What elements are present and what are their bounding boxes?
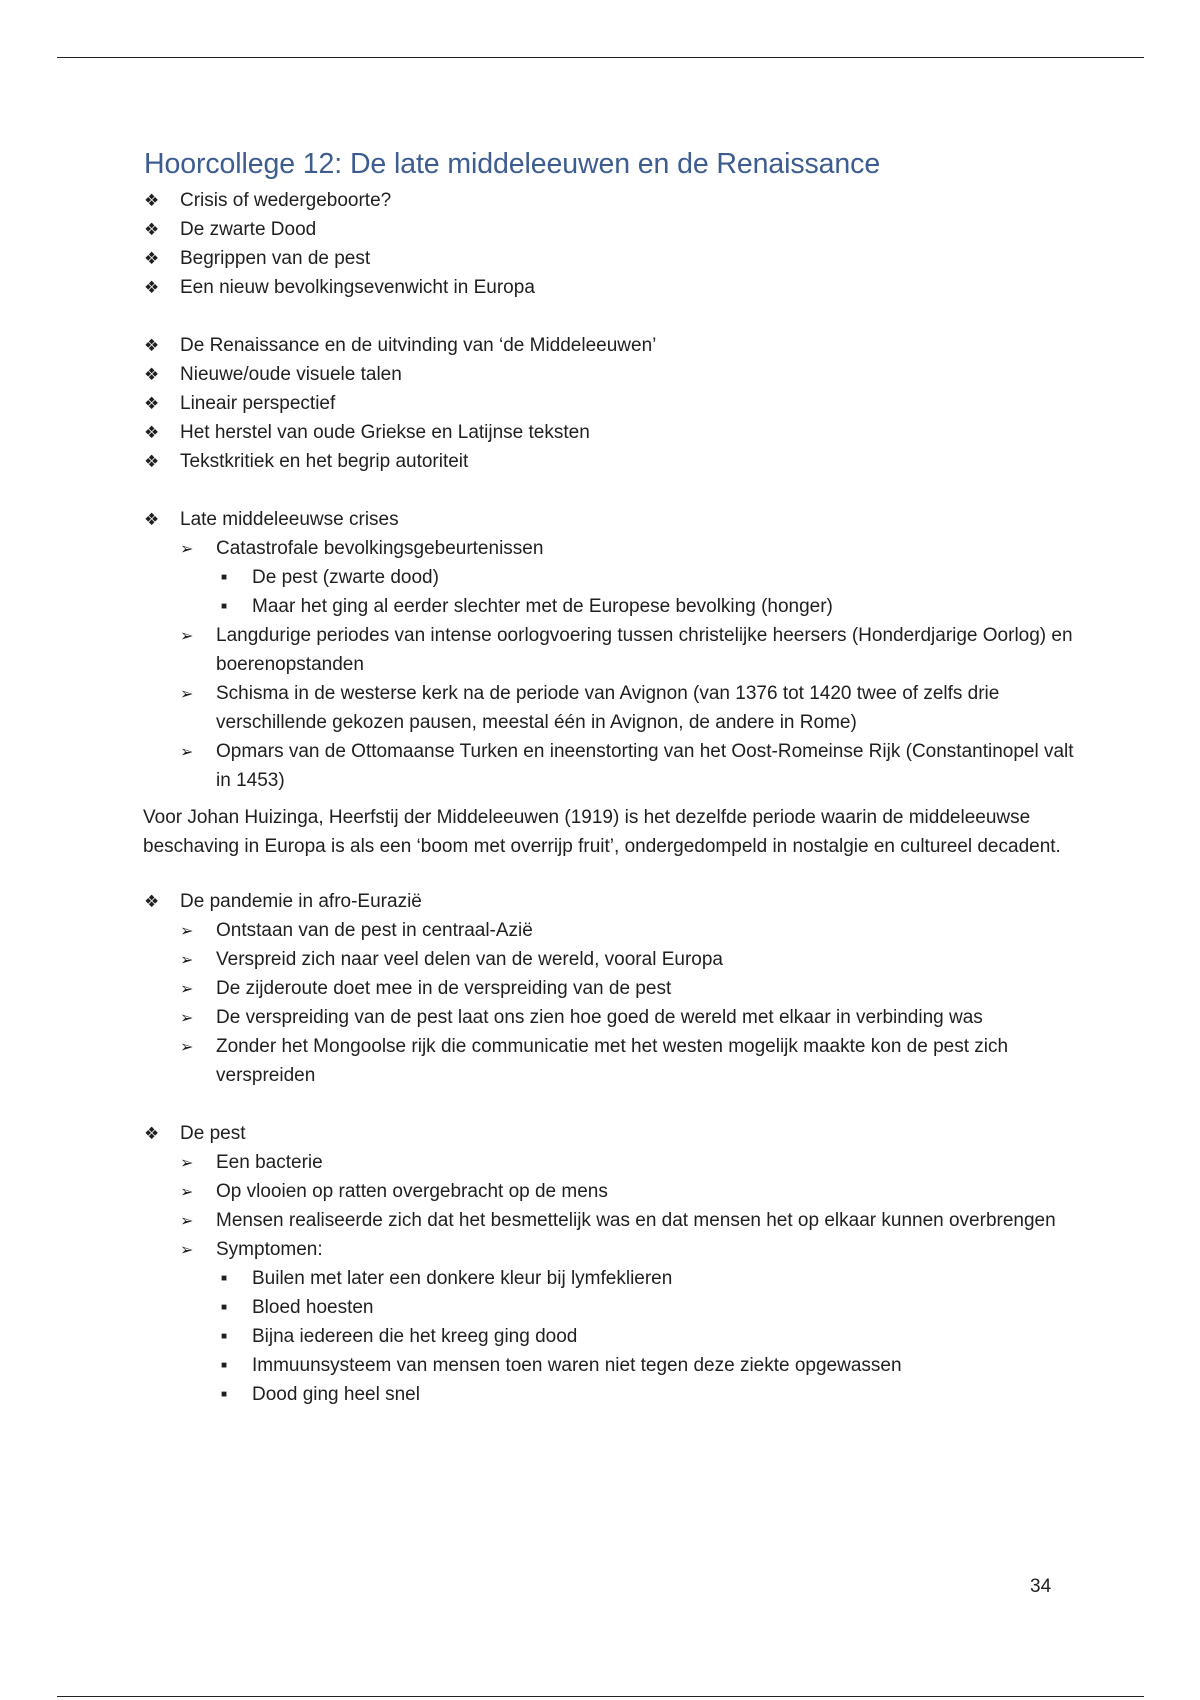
arrow-bullet-icon: ➢ — [180, 744, 194, 761]
arrow-bullet-icon: ➢ — [180, 1184, 194, 1201]
list-item: ❖ Crisis of wedergeboorte? — [144, 186, 1074, 215]
arrow-bullet-icon: ➢ — [180, 686, 194, 703]
list-item: ➢ Opmars van de Ottomaanse Turken en ineenstorting van het Oost-Romeinse Rijk (Constantinopel valt in 1453) — [180, 737, 1074, 795]
arrow-bullet-icon: ➢ — [180, 952, 194, 969]
list-item: ❖ Nieuwe/oude visuele talen — [144, 360, 1074, 389]
list-item: ■ Dood ging heel snel — [216, 1380, 1074, 1409]
arrow-bullet-icon: ➢ — [180, 1242, 194, 1259]
section-heading-item: ❖ De pandemie in afro-Eurazië ➢ Ontstaan van de pest in centraal-Azië ➢ Verspreid zich naar veel delen van de wereld, vooral Europa ➢ De zijderoute doet mee in de verspreiding van de pest ➢ De verspreiding van de pest laat ons zien hoe goed de wereld met elkaar in verbinding was ➢ Zonder het Mongoolse rijk die communicatie met het westen mogelijk maakte kon de pest zich verspreiden — [144, 887, 1074, 1090]
list-item: ➢ Zonder het Mongoolse rijk die communicatie met het westen mogelijk maakte kon de pest zich verspreiden — [180, 1032, 1074, 1090]
list-item: ■ Maar het ging al eerder slechter met de Europese bevolking (honger) — [216, 592, 1074, 621]
list-item: ➢ Een bacterie — [180, 1148, 1074, 1177]
diamond-bullet-icon: ❖ — [144, 423, 160, 442]
diamond-bullet-icon: ❖ — [144, 249, 160, 268]
list-item: ❖ De Renaissance en de uitvinding van ‘de Middeleeuwen’ — [144, 331, 1074, 360]
section-heading-item: ❖ Late middeleeuwse crises ➢ Catastrofale bevolkingsgebeurtenissen ■ De pest (zwarte dood) ■ Maar het ging al eerder slechter met de Europese bevolking (honger) ➢ Langdurige periodes van intense oorlogvoering tussen christelijke heersers (Honderdjarige Oorlog) en boerenopstanden ➢ Schisma in de westerse kerk na de periode van Avignon (van 1376 tot 1420 twee of zelfs drie verschillende gekozen pausen, meestal één in Avignon, de andere in Rome) ➢ Opmars van de Ottomaanse Turken en ineenstorting van het Oost-Romeinse Rijk (Constantinopel valt in 1453) — [144, 505, 1074, 795]
square-bullet-icon: ■ — [221, 1389, 228, 1400]
overview-list-2 — [144, 331, 1074, 476]
list-item: ➢ Ontstaan van de pest in centraal-Azië — [180, 916, 1074, 945]
list-item: ➢ Op vlooien op ratten overgebracht op de mens — [180, 1177, 1074, 1206]
list-item: ■ Immuunsysteem van mensen toen waren niet tegen deze ziekte opgewassen — [216, 1351, 1074, 1380]
square-bullet-icon: ■ — [221, 1360, 228, 1371]
list-item: ❖ De zwarte Dood — [144, 215, 1074, 244]
list-item: ❖ Het herstel van oude Griekse en Latijnse teksten — [144, 418, 1074, 447]
pest-list — [180, 1148, 1074, 1409]
arrow-bullet-icon: ➢ — [180, 1155, 194, 1172]
list-item: ■ Builen met later een donkere kleur bij lymfeklieren — [216, 1264, 1074, 1293]
pandemie-section — [144, 887, 1074, 1090]
diamond-bullet-icon: ❖ — [144, 220, 160, 239]
document-body — [144, 146, 1074, 1409]
crises-section — [144, 505, 1074, 795]
square-bullet-icon: ■ — [221, 601, 228, 612]
list-item: ❖ Begrippen van de pest — [144, 244, 1074, 273]
section-heading-item: ❖ De pest ➢ Een bacterie ➢ Op vlooien op ratten overgebracht op de mens ➢ Mensen realiseerde zich dat het besmettelijk was en dat mensen het op elkaar kunnen overbrengen ➢ Symptomen: ■ Builen met later een donkere kleur bij lymfeklieren ■ Bloed hoesten ■ Bijna iedereen die het kreeg ging dood ■ Immuunsysteem van mensen toen waren niet tegen deze ziekte opgewassen ■ Dood ging heel snel — [144, 1119, 1074, 1409]
diamond-bullet-icon: ❖ — [144, 892, 160, 911]
huizinga-paragraph: Voor Johan Huizinga, Heerfstij der Middeleeuwen (1919) is het dezelfde periode waarin de middeleeuwse beschaving in Europa is als een ‘boom met overrijp fruit’, ondergedompeld in nostalgie en cultureel decadent. — [143, 807, 1061, 857]
list-item: ➢ Mensen realiseerde zich dat het besmettelijk was en dat mensen het op elkaar kunnen overbrengen — [180, 1206, 1074, 1235]
arrow-bullet-icon: ➢ — [180, 981, 194, 998]
list-item: ➢ Schisma in de westerse kerk na de periode van Avignon (van 1376 tot 1420 twee of zelfs drie verschillende gekozen pausen, meestal één in Avignon, de andere in Rome) — [180, 679, 1074, 737]
pandemie-list — [180, 916, 1074, 1090]
list-item: ➢ Symptomen: ■ Builen met later een donkere kleur bij lymfeklieren ■ Bloed hoesten ■ Bijna iedereen die het kreeg ging dood ■ Immuunsysteem van mensen toen waren niet tegen deze ziekte opgewassen ■ Dood ging heel snel — [180, 1235, 1074, 1409]
diamond-bullet-icon: ❖ — [144, 336, 160, 355]
header-rule — [57, 57, 1144, 58]
list-item: ❖ Lineair perspectief — [144, 389, 1074, 418]
arrow-bullet-icon: ➢ — [180, 628, 194, 645]
crises-list — [180, 534, 1074, 795]
square-bullet-icon: ■ — [221, 1273, 228, 1284]
list-item: ■ De pest (zwarte dood) — [216, 563, 1074, 592]
list-item: ➢ Verspreid zich naar veel delen van de wereld, vooral Europa — [180, 945, 1074, 974]
page-number: 34 — [1030, 1576, 1052, 1597]
page-title: Hoorcollege 12: De late middeleeuwen en de Renaissance — [144, 148, 881, 180]
square-bullet-icon: ■ — [221, 1302, 228, 1313]
diamond-bullet-icon: ❖ — [144, 1124, 160, 1143]
list-item: ■ Bloed hoesten — [216, 1293, 1074, 1322]
footer-rule — [57, 1696, 1144, 1697]
arrow-bullet-icon: ➢ — [180, 541, 194, 558]
overview-list-1 — [144, 186, 1074, 302]
square-bullet-icon: ■ — [221, 572, 228, 583]
list-item: ❖ Een nieuw bevolkingsevenwicht in Europa — [144, 273, 1074, 302]
list-item: ■ Bijna iedereen die het kreeg ging dood — [216, 1322, 1074, 1351]
pest-section — [144, 1119, 1074, 1409]
sub-list — [216, 563, 1074, 621]
diamond-bullet-icon: ❖ — [144, 278, 160, 297]
diamond-bullet-icon: ❖ — [144, 394, 160, 413]
arrow-bullet-icon: ➢ — [180, 923, 194, 940]
diamond-bullet-icon: ❖ — [144, 365, 160, 384]
list-item: ❖ Tekstkritiek en het begrip autoriteit — [144, 447, 1074, 476]
square-bullet-icon: ■ — [221, 1331, 228, 1342]
arrow-bullet-icon: ➢ — [180, 1213, 194, 1230]
diamond-bullet-icon: ❖ — [144, 191, 160, 210]
diamond-bullet-icon: ❖ — [144, 452, 160, 471]
symptom-list — [216, 1264, 1074, 1409]
list-item: ➢ De verspreiding van de pest laat ons zien hoe goed de wereld met elkaar in verbinding was — [180, 1003, 1074, 1032]
list-item: ➢ De zijderoute doet mee in de verspreiding van de pest — [180, 974, 1074, 1003]
arrow-bullet-icon: ➢ — [180, 1010, 194, 1027]
list-item: ➢ Catastrofale bevolkingsgebeurtenissen ■ De pest (zwarte dood) ■ Maar het ging al eerder slechter met de Europese bevolking (honger) — [180, 534, 1074, 621]
diamond-bullet-icon: ❖ — [144, 510, 160, 529]
arrow-bullet-icon: ➢ — [180, 1039, 194, 1056]
list-item: ➢ Langdurige periodes van intense oorlogvoering tussen christelijke heersers (Honderdjarige Oorlog) en boerenopstanden — [180, 621, 1074, 679]
